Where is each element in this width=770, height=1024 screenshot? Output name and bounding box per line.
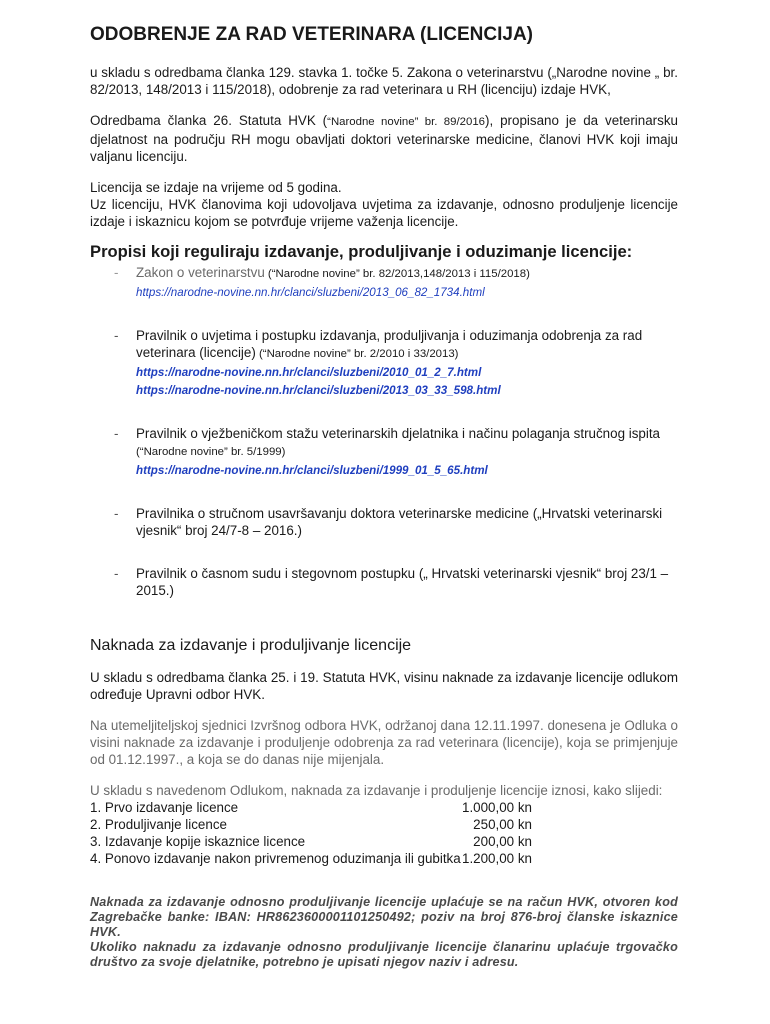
fee-row — [90, 799, 550, 816]
fee-amount: 1.200,00 kn — [462, 851, 532, 866]
fee-amount: 250,00 kn — [473, 817, 532, 832]
regulation-item-2 — [114, 327, 678, 399]
intro-paragraph-4: Uz licenciju, HVK članovima koji udovoljava uvjetima za izdavanje, odnosno produljenje licencije izdaje i iskaznicu kojom se potvrđuje vrijeme važenja licencije. — [90, 197, 678, 229]
fee-label: 2. Produljivanje licence — [90, 817, 227, 832]
regulation-2-link-1[interactable]: https://narodne-novine.nn.hr/clanci/sluzbeni/2010_01_2_7.html — [136, 366, 482, 379]
payment-note-2: Ukoliko naknadu za izdavanje odnosno produljivanje licencije članarinu uplaćuje trgovačko društvo za svoje djelatnike, potrebno je upisati njegov naziv i adresu. — [90, 940, 678, 969]
regulation-5-title: Pravilnik o časnom sudu i stegovnom postupku („ Hrvatski veterinarski vjesnik“ broj 23/1 – 2015.) — [136, 566, 669, 598]
regulations-heading: Propisi koji reguliraju izdavanje, produljivanje i oduzimanje licencije: — [90, 242, 633, 261]
regulation-item-5 — [114, 565, 678, 599]
intro-paragraph-3: Licencija se izdaje na vrijeme od 5 godina. — [90, 180, 342, 195]
fees-heading: Naknada za izdavanje i produljivanje licencije — [90, 637, 412, 654]
regulation-3-link[interactable]: https://narodne-novine.nn.hr/clanci/sluzbeni/1999_01_5_65.html — [136, 464, 488, 477]
regulation-1-title: Zakon o veterinarstvu — [136, 265, 265, 280]
payment-note-1: Naknada za izdavanje odnosno produljivanje licencije uplaćuje se na račun HVK, otvoren kod Zagrebačke banke: IBAN: HR8623600001101250492; poziv na broj 876-broj članske iskaznice HVK. — [90, 895, 678, 939]
intro-p2-start: Odredbama članka 26. Statuta HVK ( — [90, 113, 328, 128]
regulation-1-link[interactable]: https://narodne-novine.nn.hr/clanci/sluzbeni/2013_06_82_1734.html — [136, 286, 485, 299]
regulation-3-title: Pravilnik o vježbeničkom stažu veterinarskih djelatnika i načinu polaganja stručnog ispita — [136, 426, 661, 441]
regulations-list — [90, 264, 678, 599]
fee-amount: 1.000,00 kn — [462, 800, 532, 815]
regulation-1-reference: (“Narodne novine” br. 82/2013,148/2013 i 115/2018) — [264, 268, 530, 280]
fee-row — [90, 833, 550, 850]
fees-paragraph-1: U skladu s odredbama članka 25. i 19. Statuta HVK, visinu naknade za izdavanje licencije odlukom određuje Upravni odbor HVK. — [90, 670, 678, 702]
intro-paragraph-1: u skladu s odredbama članka 129. stavka 1. točke 5. Zakona o veterinarstvu („Narodne novine „ br. 82/2013, 148/2013 i 115/2018), odobrenje za rad veterinara u RH (licenciju) izdaje HVK, — [90, 65, 678, 97]
intro-p2-end: ), propisano je da veterinarsku djelatnost na području RH mogu obavljati doktori veterinarske medicine, članovi HVK koji imaju valjanu licenciju. — [90, 113, 678, 164]
regulation-2-title: Pravilnik o uvjetima i postupku izdavanja, produljivanja i oduzimanja odobrenja za rad veterinara (licencije) — [136, 328, 643, 360]
regulation-4-title: Pravilnika o stručnom usavršavanju doktora veterinarske medicine („Hrvatski veterinarski vjesnik“ broj 24/7-8 – 2016.) — [136, 506, 663, 538]
regulation-item-1 — [114, 264, 678, 301]
fee-row — [90, 816, 550, 833]
regulation-item-3 — [114, 425, 678, 479]
intro-p2-reference: “Narodne novine” br. 89/2016 — [327, 116, 485, 128]
regulation-item-4 — [114, 505, 678, 539]
fees-paragraph-3: U skladu s navedenom Odlukom, naknada za izdavanje i produljenje licencije iznosi, kako slijedi: — [90, 783, 663, 798]
fee-amount: 200,00 kn — [473, 834, 532, 849]
regulation-2-link-2[interactable]: https://narodne-novine.nn.hr/clanci/sluzbeni/2013_03_33_598.html — [136, 384, 501, 397]
regulation-2-reference: (“Narodne novine” br. 2/2010 i 33/2013) — [255, 348, 459, 360]
fees-table — [90, 799, 550, 867]
fee-label: 1. Prvo izdavanje licence — [90, 800, 239, 815]
fees-paragraph-2: Na utemeljiteljskoj sjednici Izvršnog odbora HVK, održanoj dana 12.11.1997. donesena je Odluka o visini naknade za izdavanje i produljenje odobrenja za rad veterinara (licencije), koja se primjenjuje od 01.12.1997., a koja se do danas nije mijenjala. — [90, 718, 678, 767]
regulation-3-reference: (“Narodne novine” br. 5/1999) — [136, 446, 286, 458]
fee-label: 4. Ponovo izdavanje nakon privremenog oduzimanja ili gubitka — [90, 851, 461, 866]
fee-row — [90, 850, 550, 867]
page-title: ODOBRENJE ZA RAD VETERINARA (LICENCIJA) — [90, 24, 534, 45]
fee-label: 3. Izdavanje kopije iskaznice licence — [90, 834, 306, 849]
intro-paragraph-2 — [90, 112, 678, 165]
